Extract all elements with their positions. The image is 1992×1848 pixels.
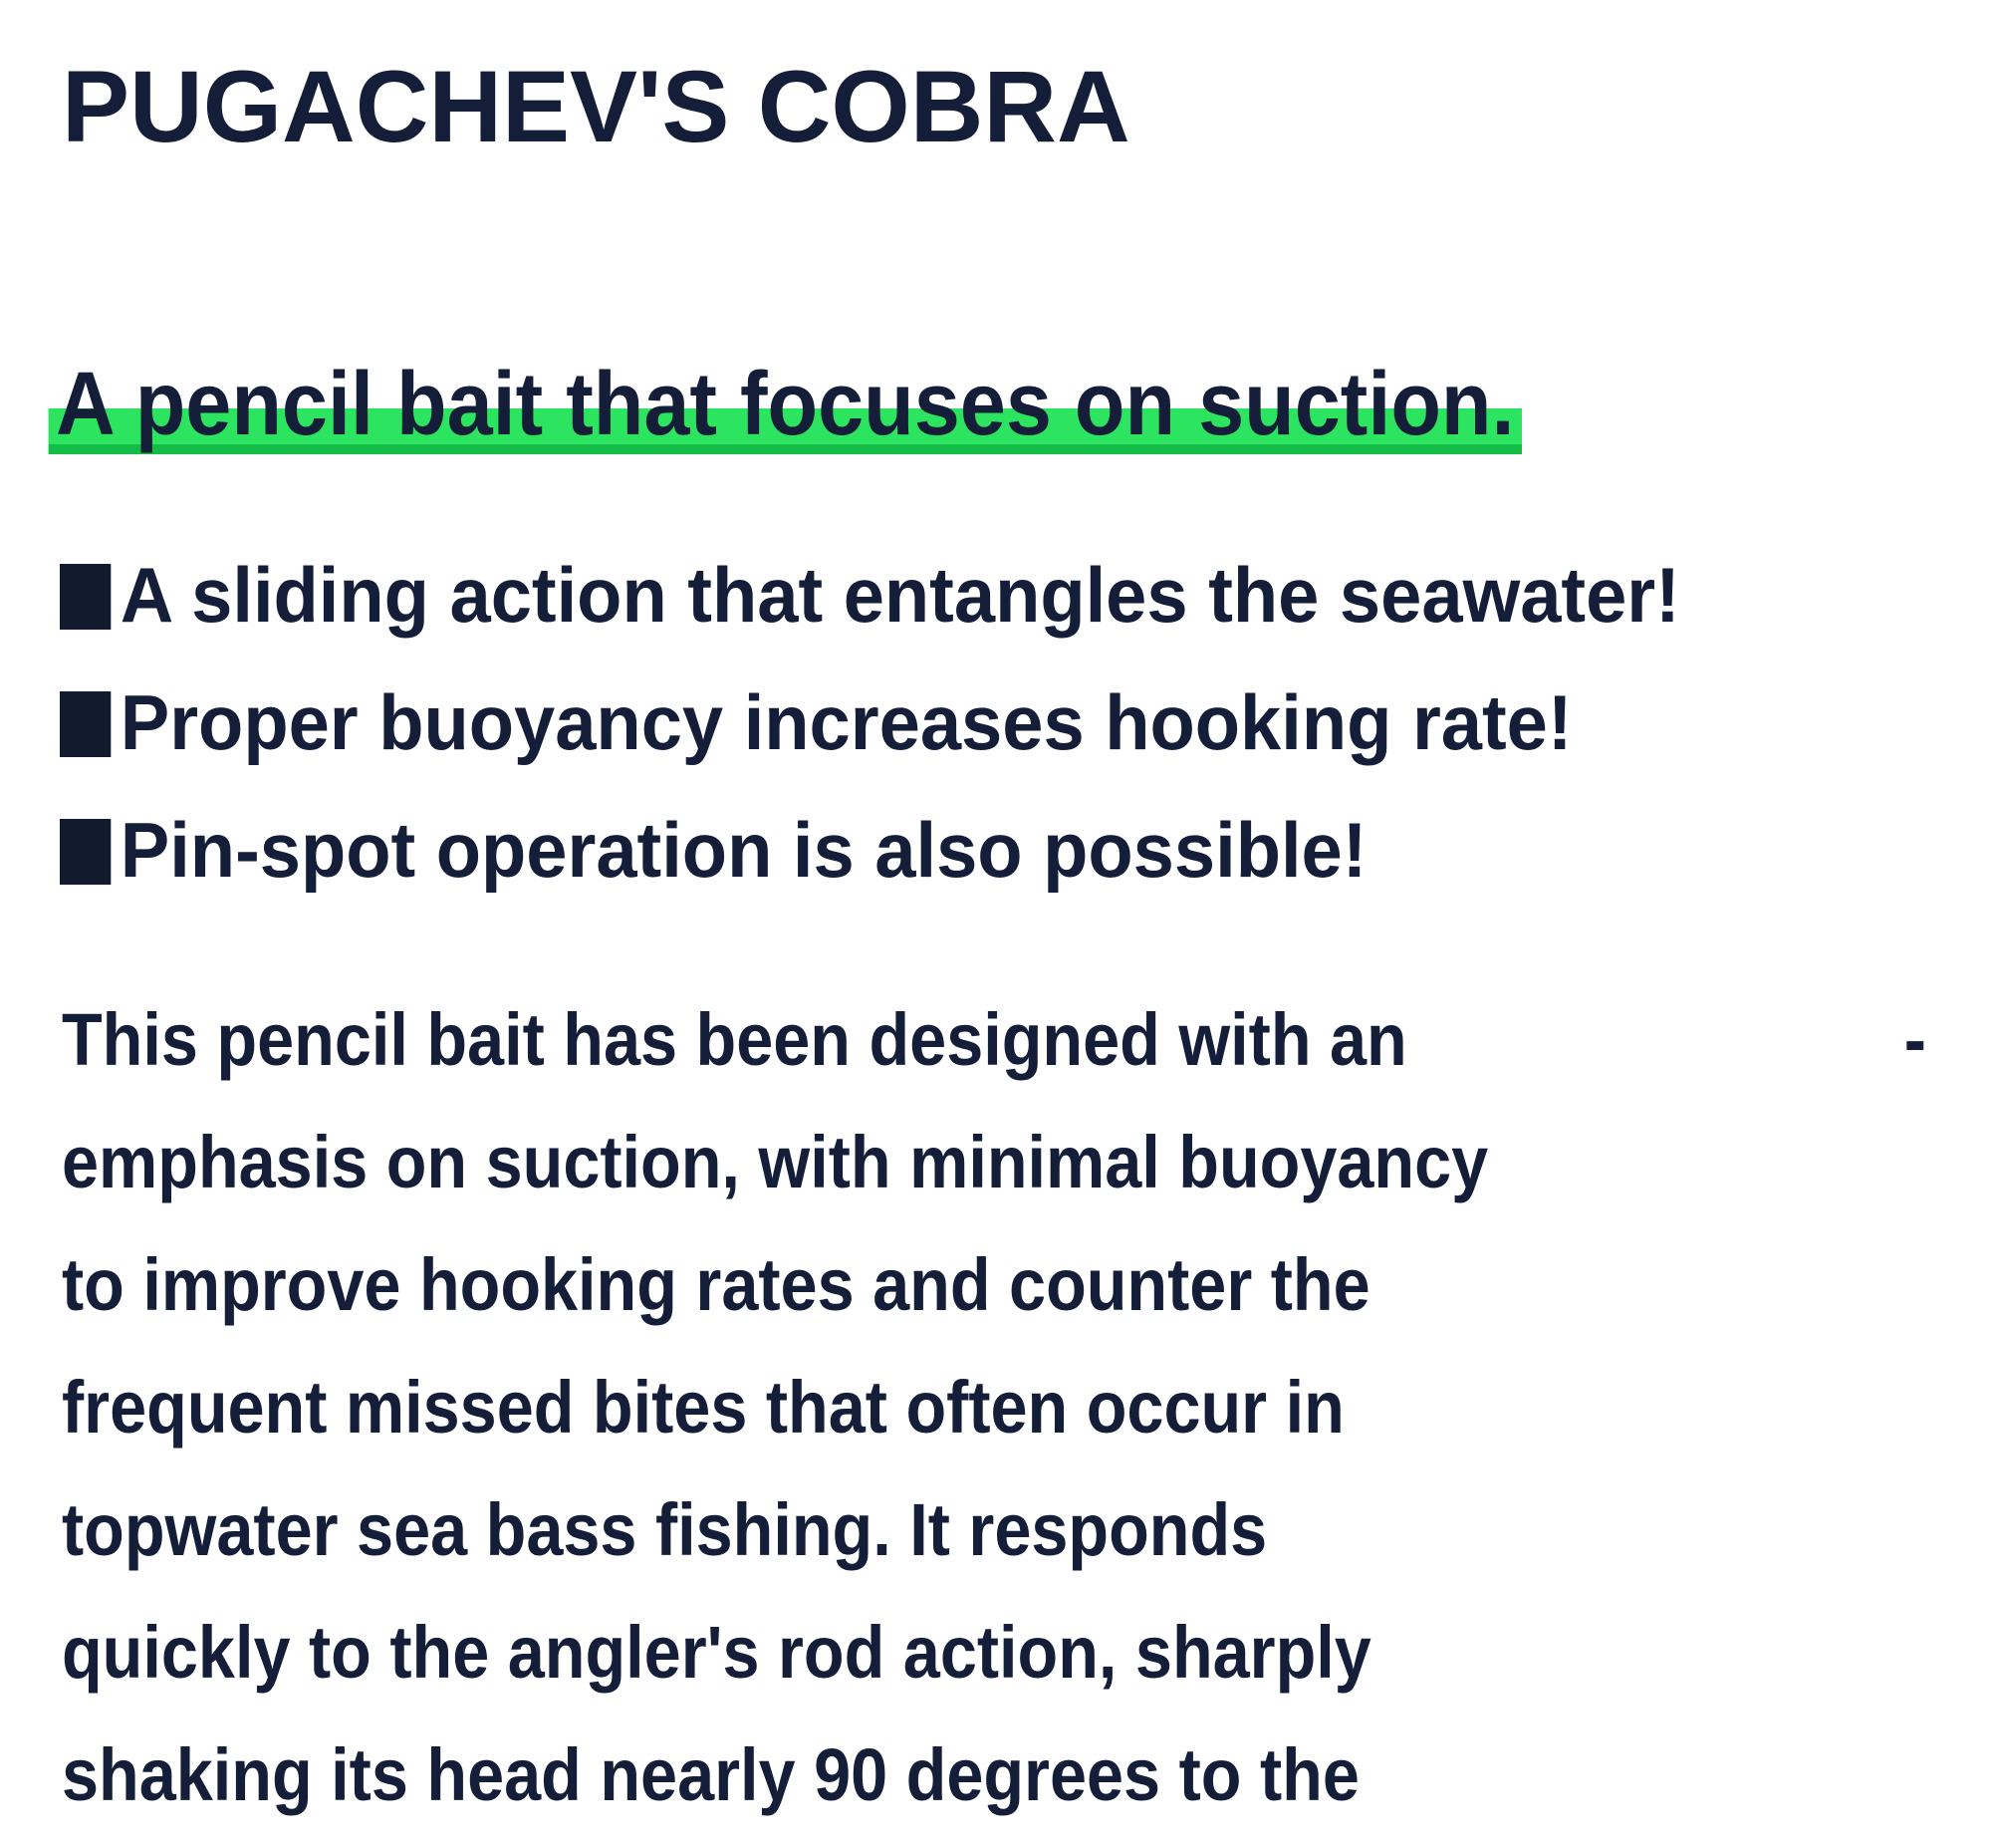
feature-item xyxy=(60,531,1680,659)
description-paragraph xyxy=(62,978,1926,1836)
feature-item xyxy=(60,786,1680,914)
line-break-hyphen: - xyxy=(1903,998,1926,1081)
feature-text: Pin-spot operation is also possible! xyxy=(120,806,1368,894)
description-line xyxy=(62,978,1926,1101)
feature-list xyxy=(60,531,1680,914)
description-line-text: This pencil bait has been designed with an xyxy=(62,998,1407,1081)
description-line: shaking its head nearly 90 degrees to the xyxy=(62,1733,1360,1816)
square-bullet-icon xyxy=(60,819,111,885)
feature-text: A sliding action that entangles the seawater! xyxy=(120,551,1680,639)
square-bullet-icon xyxy=(60,564,111,630)
tagline xyxy=(56,355,1522,454)
description-line: emphasis on suction, with minimal buoyancy xyxy=(62,1121,1489,1203)
feature-item xyxy=(60,659,1680,786)
description-line: frequent missed bites that often occur in xyxy=(62,1366,1345,1449)
description-line: topwater sea bass fishing. It responds xyxy=(62,1488,1268,1571)
feature-text: Proper buoyancy increases hooking rate! xyxy=(120,678,1573,766)
page-title: PUGACHEV'S COBRA xyxy=(62,50,1130,163)
square-bullet-icon xyxy=(60,691,111,757)
description-line: quickly to the angler's rod action, sharply xyxy=(62,1611,1371,1694)
description-line: to improve hooking rates and counter the xyxy=(62,1243,1370,1326)
tagline-highlighted-text: A pencil bait that focuses on suction. xyxy=(49,355,1522,454)
